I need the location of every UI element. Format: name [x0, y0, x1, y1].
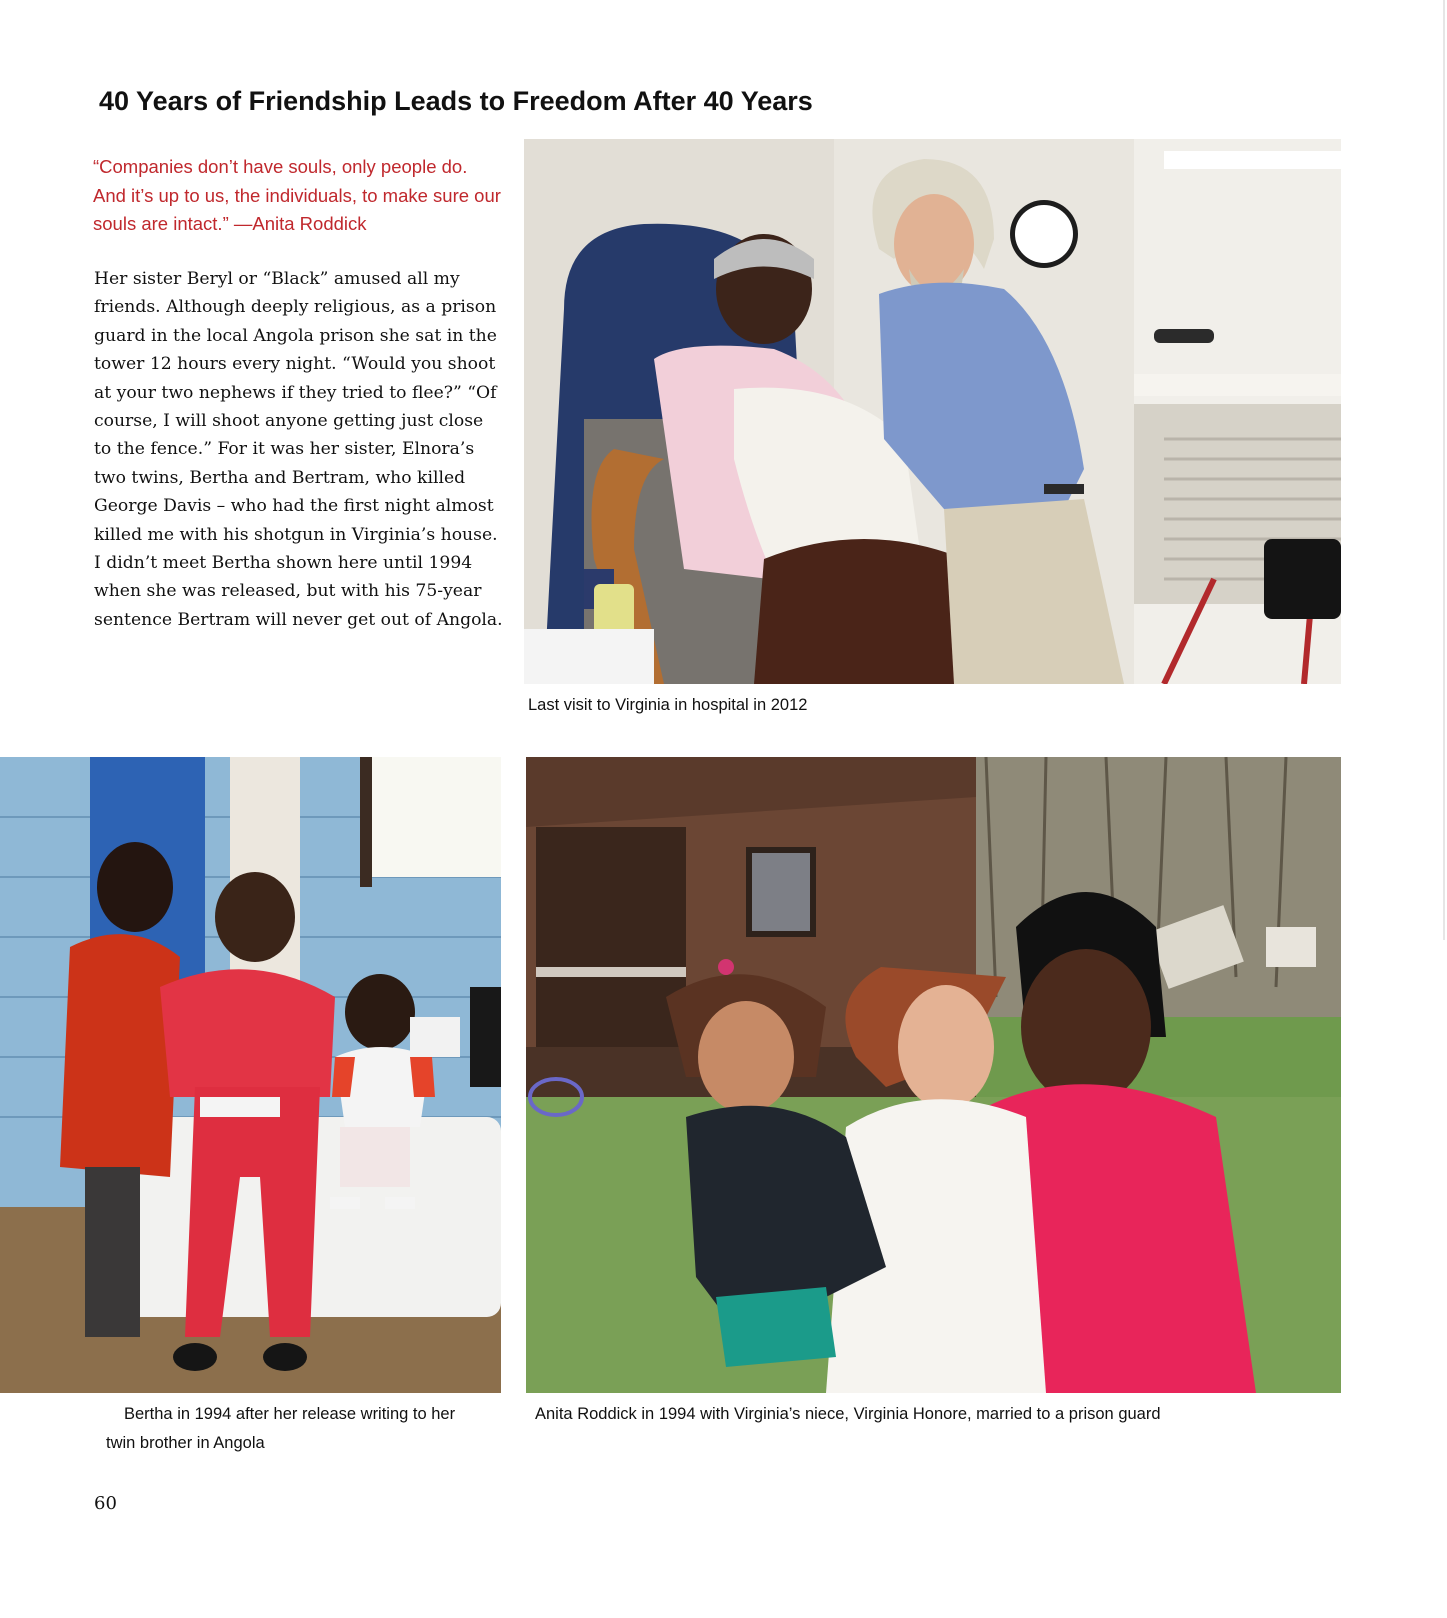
caption-bertha: Bertha in 1994 after her release writing to her twin brother in Angola — [106, 1405, 456, 1452]
pull-quote: “Companies don’t have souls, only people do. And it’s up to us, the individuals, to make sure our souls are intact.” —Anita Roddick — [93, 156, 501, 234]
page-number: 60 — [94, 1493, 117, 1514]
body-paragraph: Her sister Beryl or “Black” amused all my friends. Although deeply religious, as a prison guard in the local Angola prison she sat in the tower 12 hours every night. “Would you shoot at your two nephews if they tried to flee?” “Of course, I will shoot anyone getting just close to the fence.” For it was her sister, Elnora’s two twins, Bertha and Bertram, who killed George Davis – who had the first night almost killed me with his shotgun in Virginia’s house. I didn’t meet Bertha shown here until 1994 when she was released, but with his 75-year sentence Bertram will never get out of Angola. — [94, 269, 503, 630]
photo-anita-roddick — [526, 757, 1341, 1393]
caption-hospital-visit: Last visit to Virginia in hospital in 2012 — [528, 696, 808, 714]
page-title: 40 Years of Friendship Leads to Freedom After 40 Years — [99, 86, 813, 116]
photo-bertha-writing — [0, 757, 501, 1393]
photo-hospital-visit — [524, 139, 1341, 684]
caption-anita-roddick: Anita Roddick in 1994 with Virginia’s niece, Virginia Honore, married to a prison guard — [535, 1405, 1161, 1423]
page-edge-rule — [1443, 0, 1445, 940]
